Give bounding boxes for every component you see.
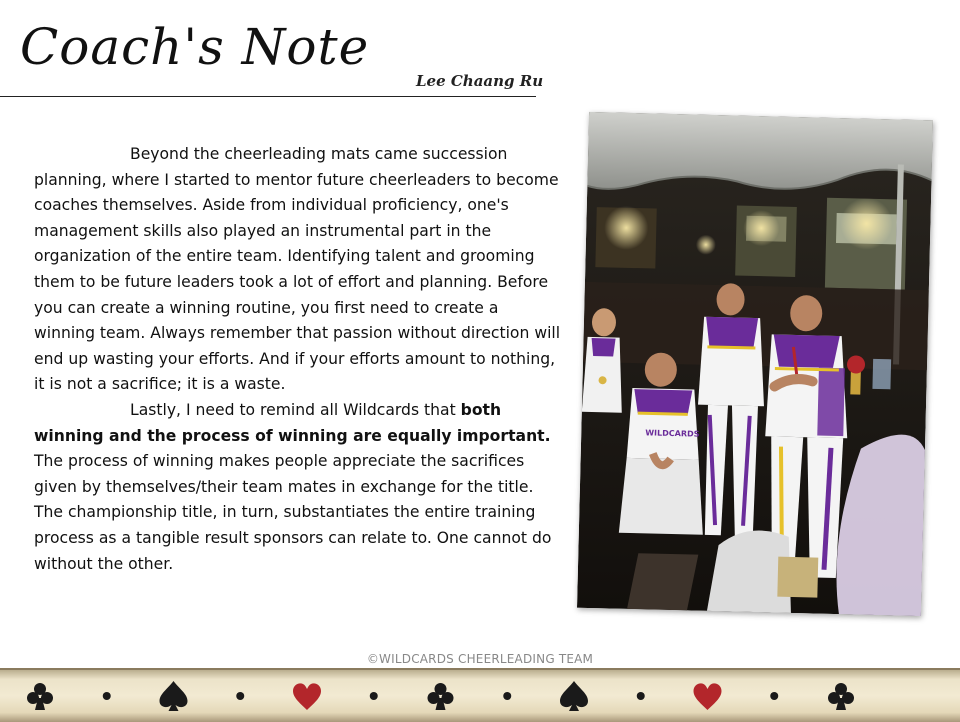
paragraph-2-emphasis: both winning and the process of winning are equally important. — [34, 400, 551, 445]
border-dot — [103, 692, 111, 700]
spade-suit-icon — [560, 681, 588, 711]
border-dot — [503, 692, 511, 700]
heart-suit-icon — [293, 683, 321, 710]
jersey-logo-1: WILDCARDS — [645, 428, 700, 439]
title-divider — [0, 96, 536, 97]
border-dot — [370, 692, 378, 700]
team-photo-illustration — [577, 112, 933, 616]
border-dot — [236, 692, 244, 700]
spade-suit-icon — [160, 681, 188, 711]
paragraph-2-rest: The process of winning makes people appreciate the sacrifices given by themselves/their team mates in exchange for the title. The championship title, in turn, substantiates the entire training process as a tangible result sponsors can relate to. One cannot do without the other. — [34, 452, 552, 573]
card-suit-border — [0, 668, 960, 722]
team-photo — [577, 112, 933, 616]
author-signature: Lee Chaang Ru — [416, 72, 544, 90]
paragraph-2-lead: Lastly, I need to remind all Wildcards that — [130, 400, 461, 419]
copyright-footer: ©WILDCARDS CHEERLEADING TEAM — [366, 652, 594, 666]
page-title: Coach's Note — [20, 18, 370, 76]
border-dot — [770, 692, 778, 700]
paragraph-1: Beyond the cheerleading mats came succession planning, where I started to mentor future cheerleaders to become coaches themselves. Aside from individual proficiency, one's management skills also played an instrumental part in the organization of the entire team. Identifying talent and grooming them to be future leaders took a lot of effort and planning. Before you can create a winning routine, you first need to create a winning team. Always remember that passion without direction will end up wasting your efforts. And if your efforts amount to nothing, it is not a sacrifice; it is a waste. — [34, 145, 561, 394]
article-body — [34, 142, 562, 577]
club-suit-icon — [828, 683, 854, 710]
club-suit-icon — [428, 683, 454, 710]
club-suit-icon — [27, 683, 53, 710]
paragraph-2 — [34, 398, 562, 577]
border-dot — [637, 692, 645, 700]
heart-suit-icon — [694, 683, 722, 710]
